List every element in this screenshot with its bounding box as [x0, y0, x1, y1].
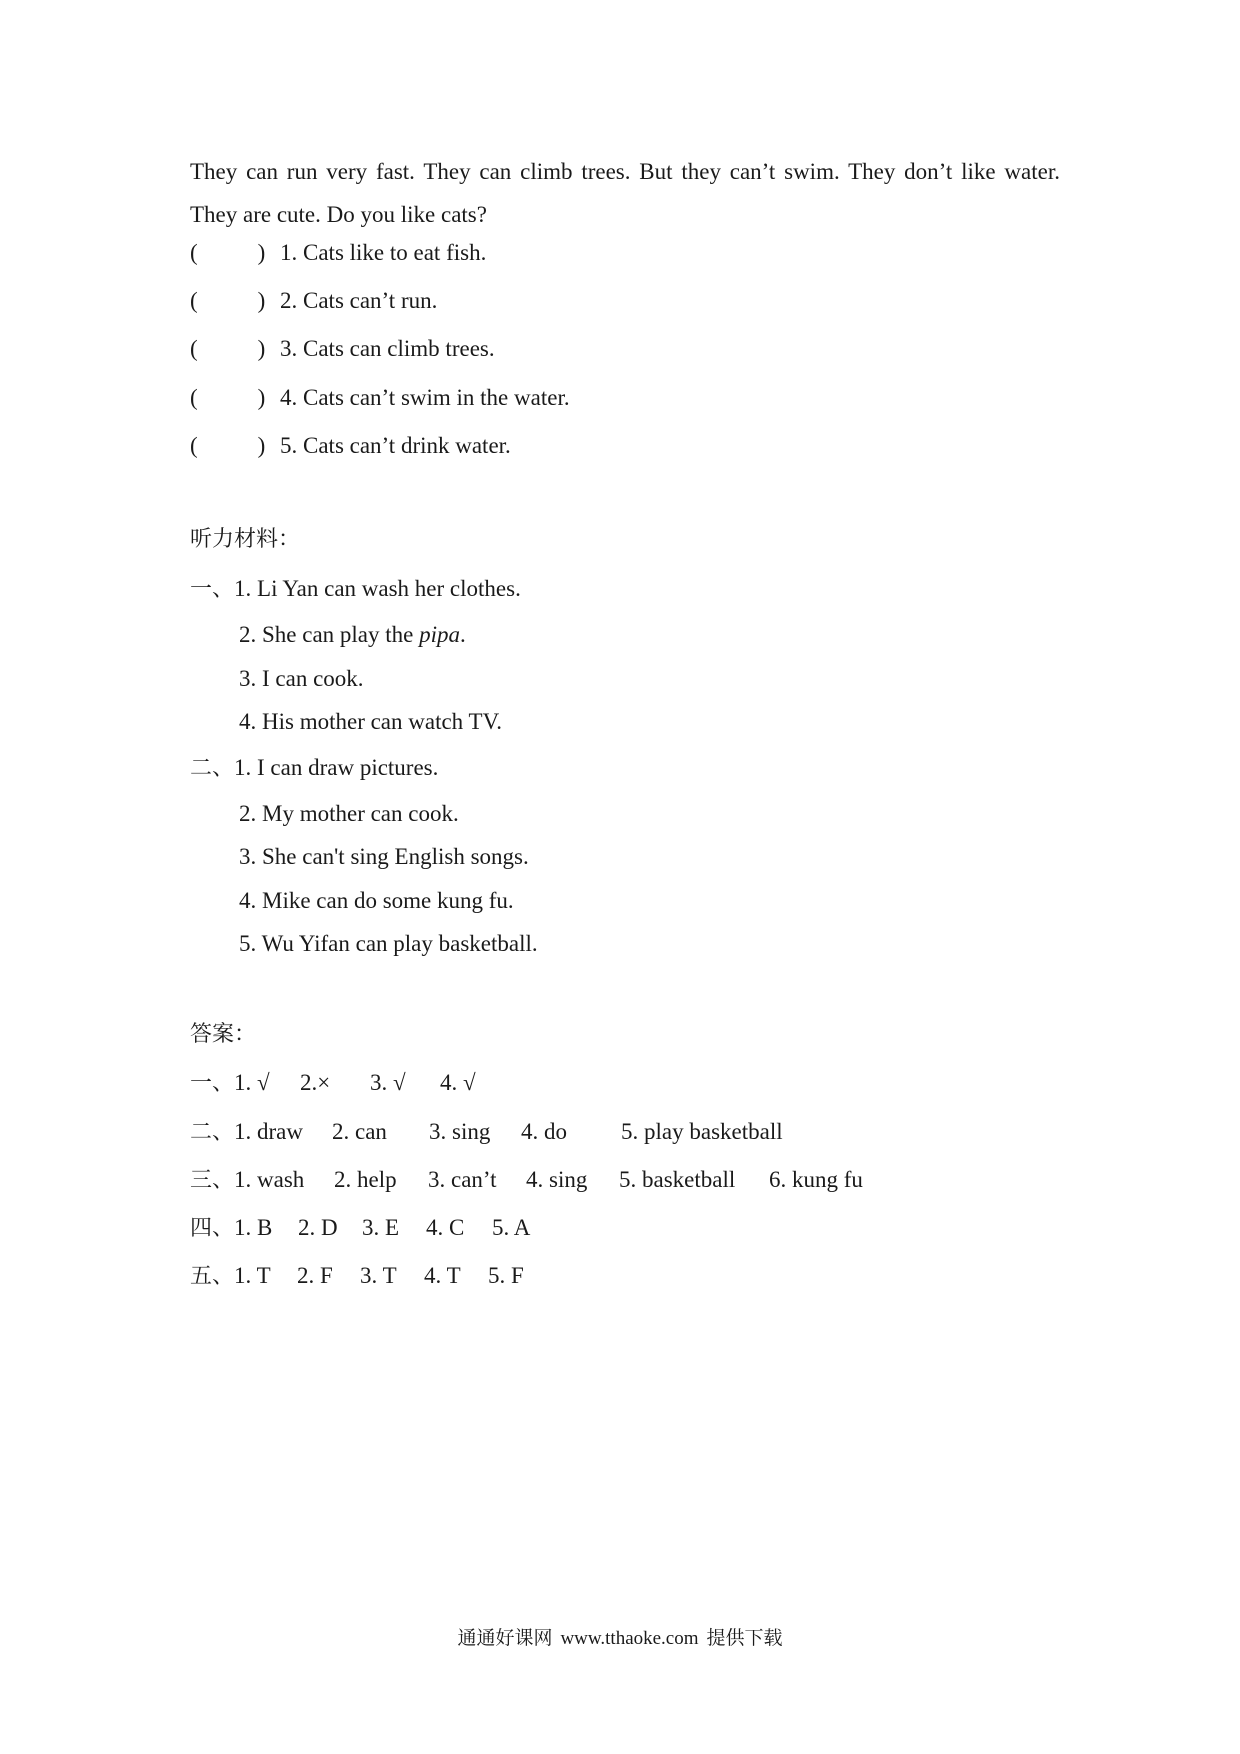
- answer-item: 4. C: [426, 1215, 465, 1240]
- listening-section-2-item-3: 3. She can't sing English songs.: [239, 844, 529, 869]
- listening-section-2-item-2: 2. My mother can cook.: [239, 801, 459, 826]
- answer-item: 2. can: [332, 1119, 387, 1144]
- answer-item: 1. B: [234, 1215, 273, 1240]
- answer-row-5: [190, 1261, 524, 1292]
- answer-item: 1. wash: [234, 1167, 305, 1192]
- answer-item: 2. D: [298, 1215, 338, 1240]
- answer-item: 2. F: [297, 1263, 333, 1288]
- footer-site-name: 通通好课网: [457, 1627, 553, 1649]
- section-label: 一、: [190, 577, 235, 602]
- judgement-text: 3. Cats can climb trees.: [280, 336, 495, 361]
- answer-item: 5. A: [492, 1215, 531, 1240]
- answer-item: 1. draw: [234, 1119, 303, 1144]
- listening-section-2-item-5: 5. Wu Yifan can play basketball.: [239, 931, 538, 956]
- reading-passage: They can run very fast. They can climb trees. But they can’t swim. They don’t like water. They are cute. Do you like cats?: [190, 159, 1060, 227]
- footer-url[interactable]: www.tthaoke.com: [560, 1628, 699, 1649]
- judgement-item-5: [190, 431, 511, 461]
- answer-item: 5. play basketball: [621, 1119, 783, 1144]
- answer-item: 3. sing: [429, 1119, 491, 1144]
- section-label: 五、: [190, 1264, 235, 1289]
- answer-blank: ( ): [190, 288, 266, 313]
- answer-item: 1. √: [234, 1070, 270, 1095]
- judgement-item-4: [190, 383, 570, 413]
- answer-row-2: [190, 1117, 783, 1148]
- section-label: 四、: [190, 1216, 235, 1241]
- answer-item: 3. T: [360, 1263, 397, 1288]
- answer-item: 2.×: [300, 1070, 331, 1095]
- answer-item: 2. help: [334, 1167, 397, 1192]
- answer-blank: ( ): [190, 385, 266, 410]
- answer-item: 3. E: [362, 1215, 400, 1240]
- section-label: 二、: [190, 1120, 235, 1145]
- section-label: 一、: [190, 1071, 235, 1096]
- judgement-text: 5. Cats can’t drink water.: [280, 433, 511, 458]
- answer-item: 3. can’t: [428, 1167, 497, 1192]
- listening-section-1-item-3: 3. I can cook.: [239, 666, 364, 691]
- answer-item: 5. basketball: [619, 1167, 736, 1192]
- footer-provided-text: 提供下载: [706, 1627, 783, 1649]
- italic-word: pipa: [419, 622, 461, 647]
- answer-row-3: [190, 1165, 863, 1196]
- listening-section-2-item-4: 4. Mike can do some kung fu.: [239, 888, 514, 913]
- answer-item: 6. kung fu: [769, 1167, 863, 1192]
- answer-item: 1. T: [234, 1263, 271, 1288]
- section-label: 二、: [190, 756, 235, 781]
- answer-blank: ( ): [190, 433, 266, 458]
- judgement-text: 2. Cats can’t run.: [280, 288, 438, 313]
- listening-section-1-item-4: 4. His mother can watch TV.: [239, 709, 502, 734]
- answer-row-1: [190, 1068, 476, 1099]
- judgement-text: 1. Cats like to eat fish.: [280, 240, 487, 265]
- page-footer: [0, 1623, 1240, 1650]
- answers-heading: 答案：: [190, 1022, 257, 1047]
- answer-blank: ( ): [190, 240, 266, 265]
- judgement-text: 4. Cats can’t swim in the water.: [280, 385, 570, 410]
- listening-section-2-item-1: 二、1. I can draw pictures.: [190, 755, 439, 781]
- answer-item: 4. do: [521, 1119, 568, 1144]
- judgement-item-1: [190, 238, 486, 268]
- answer-item: 4. T: [424, 1263, 461, 1288]
- answer-item: 4. sing: [526, 1167, 588, 1192]
- answer-item: 4. √: [440, 1070, 476, 1095]
- answer-row-4: [190, 1213, 530, 1244]
- listening-section-1-item-1: 一、1. Li Yan can wash her clothes.: [190, 576, 521, 602]
- judgement-item-2: [190, 286, 437, 316]
- listening-heading: 听力材料：: [190, 527, 301, 552]
- answer-item: 5. F: [488, 1263, 524, 1288]
- judgement-item-3: [190, 334, 495, 364]
- answer-item: 3. √: [370, 1070, 406, 1095]
- section-label: 三、: [190, 1168, 235, 1193]
- listening-section-1-item-2: 2. She can play the pipa.: [239, 622, 466, 647]
- answer-blank: ( ): [190, 336, 266, 361]
